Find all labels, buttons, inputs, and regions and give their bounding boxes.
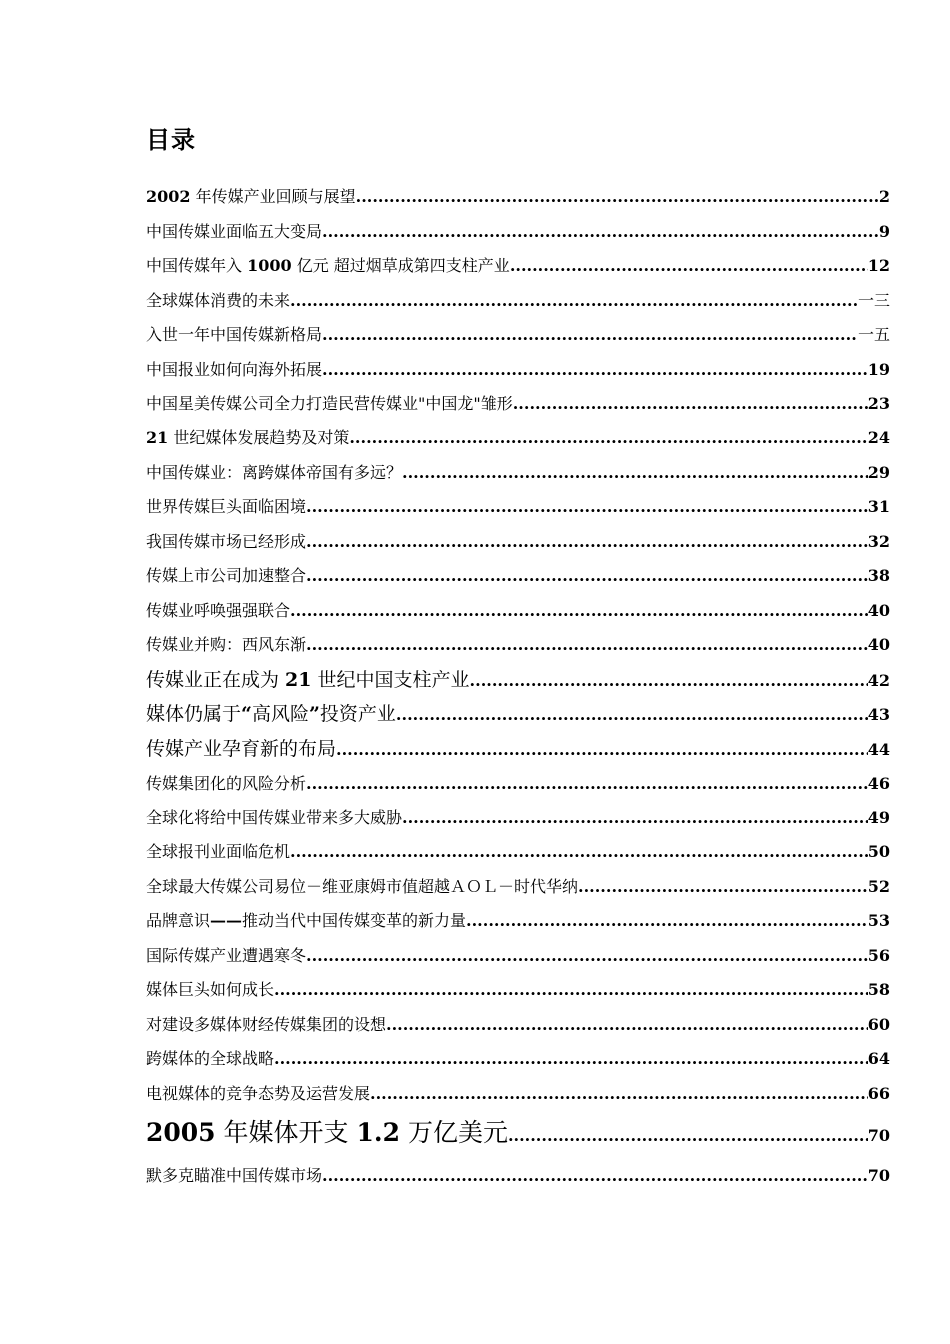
toc-page-number: 24 <box>867 428 890 447</box>
toc-entry[interactable] <box>146 423 890 453</box>
toc-dot-leader <box>322 355 868 385</box>
toc-entry-title <box>146 527 306 557</box>
toc-entry-title <box>146 837 290 867</box>
toc-page-number: 2 <box>878 187 890 206</box>
toc-entry[interactable] <box>146 1161 890 1191</box>
toc-entry[interactable] <box>146 975 890 1005</box>
toc-entry-title-part: 默多克瞄准中国传媒市场 <box>146 1166 323 1185</box>
toc-entry-title <box>146 734 336 764</box>
toc-page-number: 38 <box>867 566 890 585</box>
toc-entry-title <box>146 492 306 522</box>
toc-entry-title-part: 1.2 <box>356 1118 400 1147</box>
toc-entry-title <box>146 458 402 488</box>
toc-entry-title <box>146 941 306 971</box>
toc-page-number: 40 <box>867 635 890 654</box>
toc-page-number: 49 <box>867 808 890 827</box>
toc-page-number: 44 <box>867 740 890 759</box>
toc-entry-title-part: 21 <box>285 669 312 691</box>
toc-entry[interactable] <box>146 699 890 729</box>
toc-entry-title <box>146 286 290 316</box>
toc-dot-leader <box>306 527 868 557</box>
toc-dot-leader <box>513 389 868 419</box>
toc-page-number: 53 <box>867 911 890 930</box>
toc-dot-leader <box>306 630 868 660</box>
toc-dot-leader <box>510 251 868 281</box>
toc-entry-title <box>146 975 274 1005</box>
toc-dot-leader <box>578 872 868 902</box>
toc-entry-title-part: 投资产业 <box>319 703 396 725</box>
toc-page-number: 50 <box>867 842 890 861</box>
toc-entry-title-part: 亿元 超过烟草成第四支柱产业 <box>291 256 510 275</box>
toc-entry-title-part: 全球最大传媒公司易位－维亚康姆市值超越ＡＯＬ－时代华纳 <box>146 877 579 896</box>
toc-entry-title-part: 电视媒体的竞争态势及运营发展 <box>146 1084 371 1103</box>
toc-entry[interactable] <box>146 320 890 350</box>
toc-dot-leader <box>349 423 867 453</box>
toc-dot-leader <box>370 1079 868 1109</box>
toc-entry-title-part: 年传媒产业回顾与展望 <box>190 187 356 206</box>
toc-page-number: 12 <box>867 256 890 275</box>
toc-entry-title <box>146 596 290 626</box>
toc-page-number: 46 <box>867 774 890 793</box>
toc-dot-leader <box>402 803 868 833</box>
toc-entry-title <box>146 630 306 660</box>
toc-entry[interactable] <box>146 251 890 281</box>
toc-page-number: 31 <box>867 497 890 516</box>
toc-entry-title-part: 2005 <box>146 1118 216 1147</box>
toc-page-number: 32 <box>867 532 890 551</box>
toc-entry-title-part: 品牌意识 <box>146 911 211 930</box>
toc-page-number: 42 <box>867 671 890 690</box>
toc-entry-title <box>146 1113 508 1153</box>
toc-entry[interactable] <box>146 355 890 385</box>
toc-entry-title <box>146 355 322 385</box>
toc-entry-title <box>146 1010 386 1040</box>
toc-page-number: 43 <box>867 705 890 724</box>
toc-entry-title-part: 全球报刊业面临危机 <box>146 842 291 861</box>
toc-entry-title-part: 我国传媒市场已经形成 <box>146 532 307 551</box>
toc-entry-title <box>146 251 510 281</box>
toc-dot-leader <box>306 941 868 971</box>
toc-entry-title <box>146 803 402 833</box>
toc-dot-leader <box>466 906 868 936</box>
toc-dot-leader <box>508 1116 868 1156</box>
toc-entry-title-part: 21 <box>146 428 169 447</box>
toc-entry[interactable] <box>146 906 890 936</box>
toc-entry-title-part: 传媒业呼唤强强联合 <box>146 601 291 620</box>
toc-entry-title-part: 中国传媒业：离跨媒体帝国有多远？ <box>146 463 403 482</box>
toc-page-number: 56 <box>867 946 890 965</box>
toc-page-number: 19 <box>867 360 890 379</box>
toc-page-number: 70 <box>867 1166 890 1185</box>
toc-entry-title-part: 国际传媒产业遭遇寒冬 <box>146 946 307 965</box>
toc-entry-title-part: —— <box>210 911 243 930</box>
toc-entry-title-part: 世纪中国支柱产业 <box>311 669 470 691</box>
toc-entry-title <box>146 1079 370 1109</box>
toc-entry-title-part: 传媒集团化的风险分析 <box>146 774 307 793</box>
toc-dot-leader <box>356 182 879 212</box>
toc-dot-leader <box>306 561 868 591</box>
toc-dot-leader <box>274 975 868 1005</box>
toc-dot-leader <box>306 769 868 799</box>
toc-entry-title-part: 高风险 <box>251 703 309 725</box>
toc-entry-title <box>146 872 578 902</box>
toc-entry[interactable] <box>146 630 890 660</box>
toc-entry-title <box>146 561 306 591</box>
toc-entry-title-part: 对建设多媒体财经传媒集团的设想 <box>146 1015 387 1034</box>
toc-entry[interactable] <box>146 872 890 902</box>
toc-entry-title-part: 世界传媒巨头面临困境 <box>146 497 307 516</box>
toc-dot-leader <box>290 837 868 867</box>
toc-page-number: 66 <box>867 1084 890 1103</box>
toc-entry-title-part: 传媒业正在成为 <box>146 669 286 691</box>
toc-entry-title-part: 1000 <box>247 256 292 275</box>
toc-entry[interactable] <box>146 837 890 867</box>
toc-entry[interactable] <box>146 734 890 764</box>
toc-entry-title <box>146 1044 274 1074</box>
toc-entry-title <box>146 423 349 453</box>
toc-dot-leader <box>274 1044 868 1074</box>
toc-page-number: 23 <box>867 394 890 413</box>
toc-dot-leader <box>402 458 868 488</box>
toc-entry-title <box>146 665 470 695</box>
toc-entry-title <box>146 906 466 936</box>
toc-entry[interactable] <box>146 527 890 557</box>
toc-page-number: 29 <box>867 463 890 482</box>
toc-entry-title-part: “ <box>241 703 252 725</box>
toc-entry-title <box>146 389 513 419</box>
toc-entry-title <box>146 1161 322 1191</box>
toc-entry[interactable] <box>146 286 890 316</box>
toc-entry[interactable] <box>146 941 890 971</box>
toc-entry[interactable] <box>146 1079 890 1109</box>
toc-entry-title-part: 2002 <box>146 187 191 206</box>
toc-entry-title-part: ” <box>308 703 320 725</box>
toc-dot-leader <box>322 1161 868 1191</box>
toc-dot-leader <box>470 666 868 696</box>
toc-entry-title-part: 入世一年中国传媒新格局 <box>146 325 323 344</box>
toc-page-number: 52 <box>867 877 890 896</box>
toc-entry[interactable] <box>146 561 890 591</box>
toc-page-number: 9 <box>878 222 890 241</box>
toc-dot-leader <box>386 1010 868 1040</box>
toc-entry-title-part: 全球化将给中国传媒业带来多大威胁 <box>146 808 403 827</box>
toc-entry[interactable] <box>146 665 890 695</box>
toc-entry-title-part: 中国星美传媒公司全力打造民营传媒业"中国龙"雏形 <box>146 394 513 413</box>
toc-entry-title-part: 传媒产业孕育新的布局 <box>146 738 337 760</box>
toc-entry-title <box>146 217 322 247</box>
toc-entry-title <box>146 699 396 729</box>
toc-entry-title-part: 媒体仍属于 <box>146 703 242 725</box>
toc-page-number: 一三 <box>857 291 890 310</box>
toc-entry[interactable] <box>146 182 890 212</box>
toc-dot-leader <box>396 700 868 730</box>
toc-entry-title-part: 中国传媒业面临五大变局 <box>146 222 323 241</box>
toc-entry-title-part: 媒体巨头如何成长 <box>146 980 275 999</box>
toc-entry-title-part: 推动当代中国传媒变革的新力量 <box>242 911 467 930</box>
toc-page-number: 64 <box>867 1049 890 1068</box>
toc-entry[interactable] <box>146 596 890 626</box>
toc-entry-title-part: 中国传媒年入 <box>146 256 248 275</box>
toc-entry[interactable] <box>146 1010 890 1040</box>
toc-dot-leader <box>322 320 858 350</box>
toc-page-number: 70 <box>867 1126 890 1145</box>
toc-entry[interactable] <box>146 217 890 247</box>
toc-dot-leader <box>306 492 868 522</box>
toc-entry-title <box>146 769 306 799</box>
toc-entry-title-part: 全球媒体消费的未来 <box>146 291 291 310</box>
toc-page-number: 一五 <box>857 325 890 344</box>
toc-entry-title-part: 世纪媒体发展趋势及对策 <box>168 428 350 447</box>
toc-page-number: 40 <box>867 601 890 620</box>
toc-entry[interactable] <box>146 1044 890 1074</box>
toc-dot-leader <box>322 217 879 247</box>
toc-entry-title-part: 年媒体开支 <box>215 1118 357 1147</box>
toc-page-number: 60 <box>867 1015 890 1034</box>
toc-title: 目录 <box>146 125 196 154</box>
toc-entry[interactable] <box>146 389 890 419</box>
toc-entry-title <box>146 182 356 212</box>
toc-entry[interactable] <box>146 769 890 799</box>
toc-dot-leader <box>290 286 858 316</box>
toc-entry-title-part: 中国报业如何向海外拓展 <box>146 360 323 379</box>
toc-entry[interactable] <box>146 803 890 833</box>
toc-entry-title-part: 万亿美元 <box>400 1118 508 1147</box>
toc-dot-leader <box>290 596 868 626</box>
toc-entry-title-part: 传媒上市公司加速整合 <box>146 566 307 585</box>
toc-entry-title <box>146 320 322 350</box>
toc-entry[interactable] <box>146 458 890 488</box>
toc-page-number: 58 <box>867 980 890 999</box>
toc-entry-title-part: 传媒业并购：西风东渐 <box>146 635 307 654</box>
toc-entry[interactable] <box>146 1113 890 1153</box>
toc-entry-title-part: 跨媒体的全球战略 <box>146 1049 275 1068</box>
toc-dot-leader <box>336 735 868 765</box>
toc-entry[interactable] <box>146 492 890 522</box>
